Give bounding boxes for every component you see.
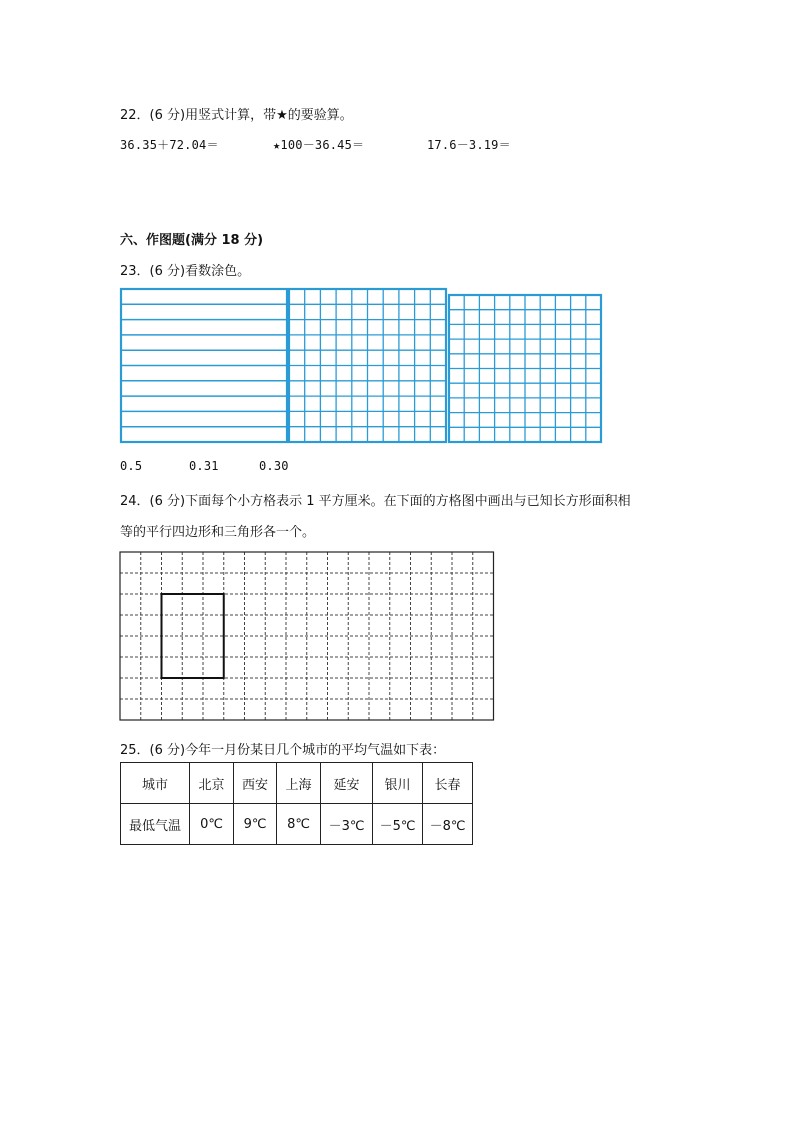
table-cell: －5℃ [373, 804, 423, 845]
table-cell: 西安 [234, 763, 277, 804]
q25-title: 25．(6 分)今年一月份某日几个城市的平均气温如下表： [120, 743, 446, 758]
q23-label-hundredths-2: 0.30 [259, 459, 289, 473]
q22-title: 22．(6 分)用竖式计算，带★的要验算。 [120, 108, 353, 123]
q24-square-grid [120, 552, 494, 720]
table-cell: 9℃ [234, 804, 277, 845]
q23-label-tenths: 0.5 [120, 459, 143, 473]
q24-text-line-2: 等的平行四边形和三角形各一个。 [120, 525, 316, 540]
table-cell: 长春 [423, 763, 473, 804]
q22-expression-2: ★100－36.45＝ [273, 138, 365, 152]
table-cell: 最低气温 [121, 804, 190, 845]
table-cell: 城市 [121, 763, 190, 804]
table-cell: 银川 [373, 763, 423, 804]
q23-label-hundredths-1: 0.31 [189, 459, 219, 473]
table-cell: 8℃ [277, 804, 321, 845]
table-cell: 北京 [190, 763, 234, 804]
grid-hundredths-1 [289, 289, 446, 442]
temperature-table [120, 762, 473, 845]
q24-text-line-1: 24．(6 分)下面每个小方格表示 1 平方厘米。在下面的方格图中画出与已知长方形面积相 [120, 494, 631, 509]
table-cell: 延安 [321, 763, 373, 804]
table-cell: 上海 [277, 763, 321, 804]
table-cell: 0℃ [190, 804, 234, 845]
table-cell: －8℃ [423, 804, 473, 845]
grid-hundredths-2 [449, 295, 601, 442]
section-title: 六、作图题(满分 18 分) [120, 233, 264, 248]
q22-expression-1: 36.35＋72.04＝ [120, 138, 219, 152]
table-row [121, 763, 473, 804]
grid-tenths [121, 289, 287, 442]
q23-title: 23．(6 分)看数涂色。 [120, 264, 251, 279]
table-row [121, 804, 473, 845]
q22-expression-3: 17.6－3.19＝ [427, 138, 511, 152]
table-cell: －3℃ [321, 804, 373, 845]
